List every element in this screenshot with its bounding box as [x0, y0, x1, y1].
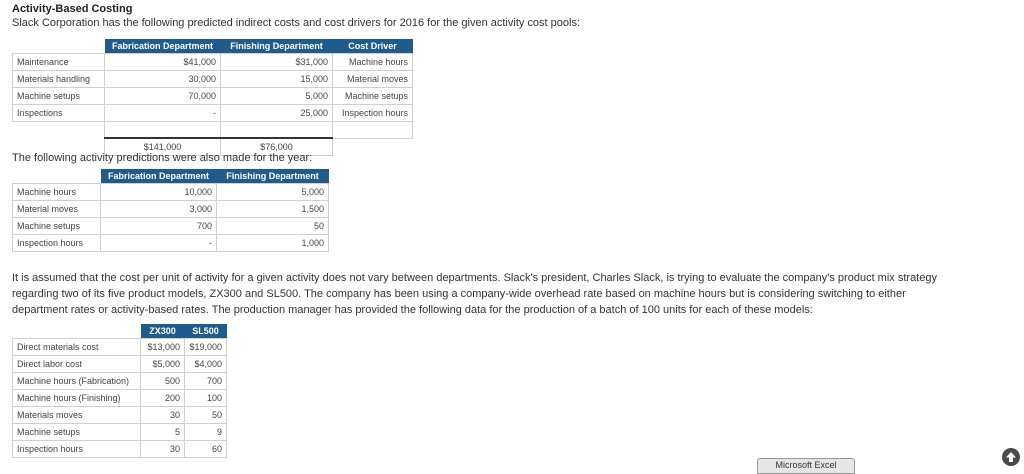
fabrication-cost: $41,000	[105, 54, 221, 71]
indirect-costs-table	[12, 39, 413, 156]
model-description-text	[12, 270, 937, 318]
row-label: Inspections	[13, 105, 105, 122]
zx300-value: 5	[141, 424, 185, 441]
table-header: ZX300	[141, 324, 185, 339]
zx300-value: 30	[141, 407, 185, 424]
table-header-blank	[13, 324, 141, 339]
table-header-row	[13, 324, 227, 339]
fabrication-value: 10,000	[101, 184, 217, 201]
zx300-value: 30	[141, 441, 185, 458]
finishing-cost: $31,000	[221, 54, 333, 71]
row-label: Machine hours	[13, 184, 101, 201]
table-row	[13, 184, 329, 201]
fabrication-cost: 70,000	[105, 88, 221, 105]
table-row	[13, 356, 227, 373]
row-label: Machine hours (Finishing)	[13, 390, 141, 407]
zx300-value: $13,000	[141, 339, 185, 356]
row-label: Material moves	[13, 201, 101, 218]
table-header: Cost Driver	[333, 39, 413, 54]
table-header: SL500	[185, 324, 227, 339]
text-line: It is assumed that the cost per unit of activity for a given activity does not vary between departments. Slack's president, Charles Slack, is trying to evaluate the company's product mix strategy	[12, 272, 937, 284]
activity-predictions-text: The following activity predictions were also made for the year:	[12, 152, 313, 164]
table-header: Fabrication Department	[105, 39, 221, 54]
sl500-value: $19,000	[185, 339, 227, 356]
table-row	[13, 218, 329, 235]
finishing-value: 5,000	[217, 184, 329, 201]
table-row	[13, 235, 329, 252]
cost-driver: Machine setups	[333, 88, 413, 105]
fabrication-cost: 30,000	[105, 71, 221, 88]
finishing-total: $76,000	[221, 138, 333, 156]
cost-driver: Material moves	[333, 71, 413, 88]
row-label: Machine setups	[13, 218, 101, 235]
row-label: Direct labor cost	[13, 356, 141, 373]
table-row	[13, 71, 413, 88]
table-header: Finishing Department	[221, 39, 333, 54]
table-row	[13, 201, 329, 218]
row-label: Inspection hours	[13, 441, 141, 458]
finishing-cost: 5,000	[221, 88, 333, 105]
activity-predictions-table	[12, 169, 329, 252]
text-line: regarding two of its five product models, ZX300 and SL500. The company has been using a company-wide overhead rate based on machine hours but is considering switching to either	[12, 288, 906, 300]
cost-driver: Inspection hours	[333, 105, 413, 122]
row-label: Direct materials cost	[13, 339, 141, 356]
page-subtitle: Slack Corporation has the following predicted indirect costs and cost drivers for 2016 for the given activity cost pools:	[12, 17, 581, 29]
finishing-cost: 25,000	[221, 105, 333, 122]
table-row	[13, 407, 227, 424]
zx300-value: $5,000	[141, 356, 185, 373]
row-label: Machine setups	[13, 424, 141, 441]
table-row	[13, 390, 227, 407]
finishing-value: 1,500	[217, 201, 329, 218]
row-label: Machine setups	[13, 88, 105, 105]
model-data-table	[12, 324, 227, 458]
fabrication-value: 700	[101, 218, 217, 235]
finishing-value: 50	[217, 218, 329, 235]
zx300-value: 200	[141, 390, 185, 407]
sl500-value: 9	[185, 424, 227, 441]
sl500-value: 50	[185, 407, 227, 424]
table-header-blank	[13, 169, 101, 184]
table-row	[13, 105, 413, 122]
table-header: Finishing Department	[217, 169, 329, 184]
table-row	[13, 88, 413, 105]
sl500-value: $4,000	[185, 356, 227, 373]
fabrication-cost: -	[105, 105, 221, 122]
page-title: Activity-Based Costing	[12, 3, 133, 15]
table-row	[13, 54, 413, 71]
row-label: Maintenance	[13, 54, 105, 71]
fabrication-value: 3,000	[101, 201, 217, 218]
cost-driver: Machine hours	[333, 54, 413, 71]
table-row	[13, 373, 227, 390]
table-header: Fabrication Department	[101, 169, 217, 184]
text-line: department rates or activity-based rates. The production manager has provided the following data for the production of a batch of 100 units for each of these models:	[12, 304, 813, 316]
table-row	[13, 339, 227, 356]
arrow-up-circle-icon	[1002, 448, 1020, 466]
finishing-value: 1,000	[217, 235, 329, 252]
zx300-value: 500	[141, 373, 185, 390]
row-label: Materials moves	[13, 407, 141, 424]
scroll-to-top-button[interactable]	[1002, 448, 1020, 466]
row-label: Inspection hours	[13, 235, 101, 252]
table-row	[13, 424, 227, 441]
fabrication-total: $141,000	[105, 138, 221, 156]
row-label: Machine hours (Fabrication)	[13, 373, 141, 390]
row-label: Materials handling	[13, 71, 105, 88]
table-row-blank	[13, 122, 413, 139]
table-header-row	[13, 39, 413, 54]
microsoft-excel-tab[interactable]: Microsoft Excel	[757, 458, 855, 474]
finishing-cost: 15,000	[221, 71, 333, 88]
sl500-value: 700	[185, 373, 227, 390]
sl500-value: 60	[185, 441, 227, 458]
sl500-value: 100	[185, 390, 227, 407]
table-header-blank	[13, 39, 105, 54]
table-row	[13, 441, 227, 458]
table-header-row	[13, 169, 329, 184]
fabrication-value: -	[101, 235, 217, 252]
